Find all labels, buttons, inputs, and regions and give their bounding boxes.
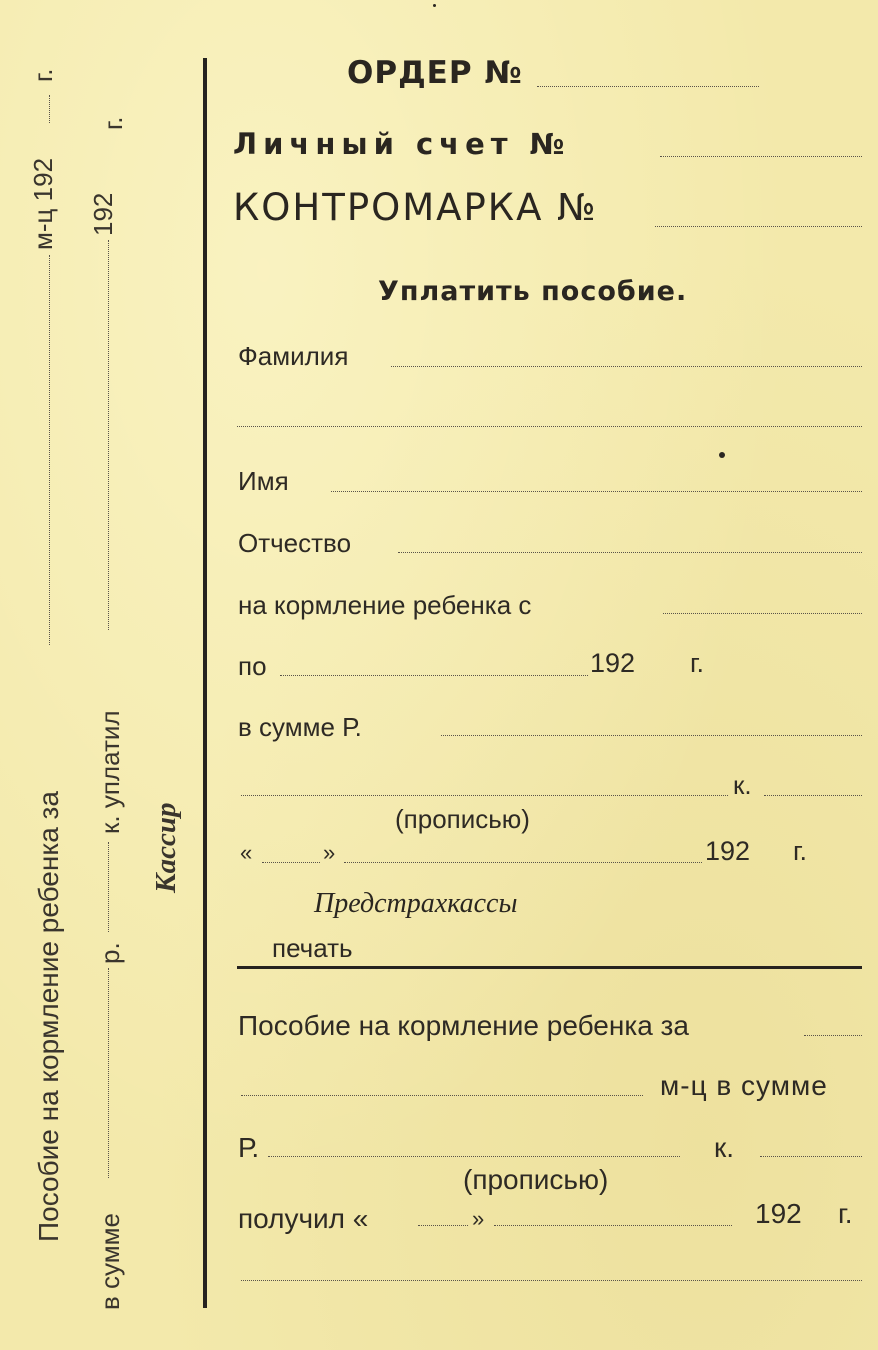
date-day-field bbox=[262, 862, 320, 863]
order-number-field bbox=[537, 86, 759, 87]
receipt-quote-close: » bbox=[472, 1206, 485, 1231]
patronymic-field bbox=[398, 552, 862, 553]
stub-kop-paid: к. уплатил bbox=[95, 710, 125, 834]
stub-dotted-line-1b bbox=[49, 95, 50, 123]
name-label: Имя bbox=[238, 466, 289, 496]
receipt-kop-label: к. bbox=[714, 1132, 735, 1163]
account-title: Личный счет № bbox=[233, 127, 571, 161]
surname-label: Фамилия bbox=[238, 341, 349, 371]
in-words-caption: (прописью) bbox=[395, 804, 530, 834]
stub-allowance-label: Пособие на кормление ребенка за bbox=[33, 791, 64, 1242]
section-divider bbox=[237, 966, 862, 969]
receipt-month-sum: м-ц в сумме bbox=[660, 1070, 828, 1101]
stub-divider bbox=[203, 58, 207, 1308]
surname-field-line2 bbox=[237, 426, 862, 427]
kop-field bbox=[764, 795, 862, 796]
amount-field bbox=[441, 735, 862, 736]
to-field bbox=[280, 675, 588, 676]
pay-instruction: Уплатить пособие. bbox=[378, 276, 688, 307]
date-year: 192 bbox=[705, 836, 751, 866]
name-field bbox=[331, 491, 862, 492]
receipt-signature-field bbox=[241, 1280, 862, 1281]
order-title: ОРДЕР № bbox=[347, 55, 523, 91]
feeding-from-field bbox=[663, 613, 862, 614]
stub-month-year: м-ц 192 bbox=[28, 157, 58, 250]
receipt-in-words: (прописью) bbox=[463, 1164, 609, 1195]
stub-dotted-line-1 bbox=[49, 255, 50, 645]
receipt-rub-field bbox=[268, 1156, 680, 1157]
receipt-kop-field bbox=[760, 1156, 862, 1157]
countermark-number-field bbox=[655, 226, 862, 227]
receipt-received-label: получил « bbox=[238, 1203, 369, 1234]
to-label: по bbox=[238, 651, 267, 681]
stub-dotted-line-2 bbox=[108, 968, 109, 1178]
receipt-year-suffix: г. bbox=[838, 1198, 853, 1229]
stub-rub: р. bbox=[95, 942, 125, 964]
receipt-day-field bbox=[418, 1225, 468, 1226]
seal-label: печать bbox=[272, 933, 353, 963]
to-year: 192 bbox=[590, 648, 636, 678]
kop-label: к. bbox=[733, 770, 752, 800]
account-number-field bbox=[660, 156, 862, 157]
receipt-rub-label: Р. bbox=[238, 1132, 260, 1163]
ink-speck-top bbox=[433, 4, 436, 7]
stub-year-suffix-2: г. bbox=[98, 116, 128, 130]
date-year-suffix: г. bbox=[793, 836, 808, 866]
receipt-month-field bbox=[804, 1035, 862, 1036]
amount-label: в сумме Р. bbox=[238, 712, 362, 742]
receipt-month-field-line2 bbox=[241, 1095, 643, 1096]
stub-year-suffix: г. bbox=[28, 68, 58, 82]
receipt-year: 192 bbox=[755, 1198, 802, 1229]
chairman-label: Предстрахкассы bbox=[314, 888, 518, 919]
patronymic-label: Отчество bbox=[238, 528, 352, 558]
stub-year: 192 bbox=[88, 192, 118, 236]
receipt-allowance-label: Пособие на кормление ребенка за bbox=[238, 1010, 689, 1041]
date-quote-open: « bbox=[240, 840, 253, 865]
stub-dotted-line-3 bbox=[108, 842, 109, 932]
stub-dotted-line-4 bbox=[108, 240, 109, 630]
countermark-title: КОНТРОМАРКА № bbox=[233, 186, 598, 229]
date-quote-close: » bbox=[323, 840, 336, 865]
receipt-month-name-field bbox=[494, 1225, 732, 1226]
ink-speck bbox=[719, 452, 725, 458]
amount-words-field bbox=[241, 795, 728, 796]
stub-cashier: Кассир bbox=[150, 802, 182, 893]
surname-field bbox=[391, 366, 862, 367]
to-year-suffix: г. bbox=[690, 648, 705, 678]
feeding-from-label: на кормление ребенка с bbox=[238, 590, 532, 620]
date-month-field bbox=[344, 862, 702, 863]
stub-amount-label: в сумме bbox=[95, 1213, 125, 1310]
